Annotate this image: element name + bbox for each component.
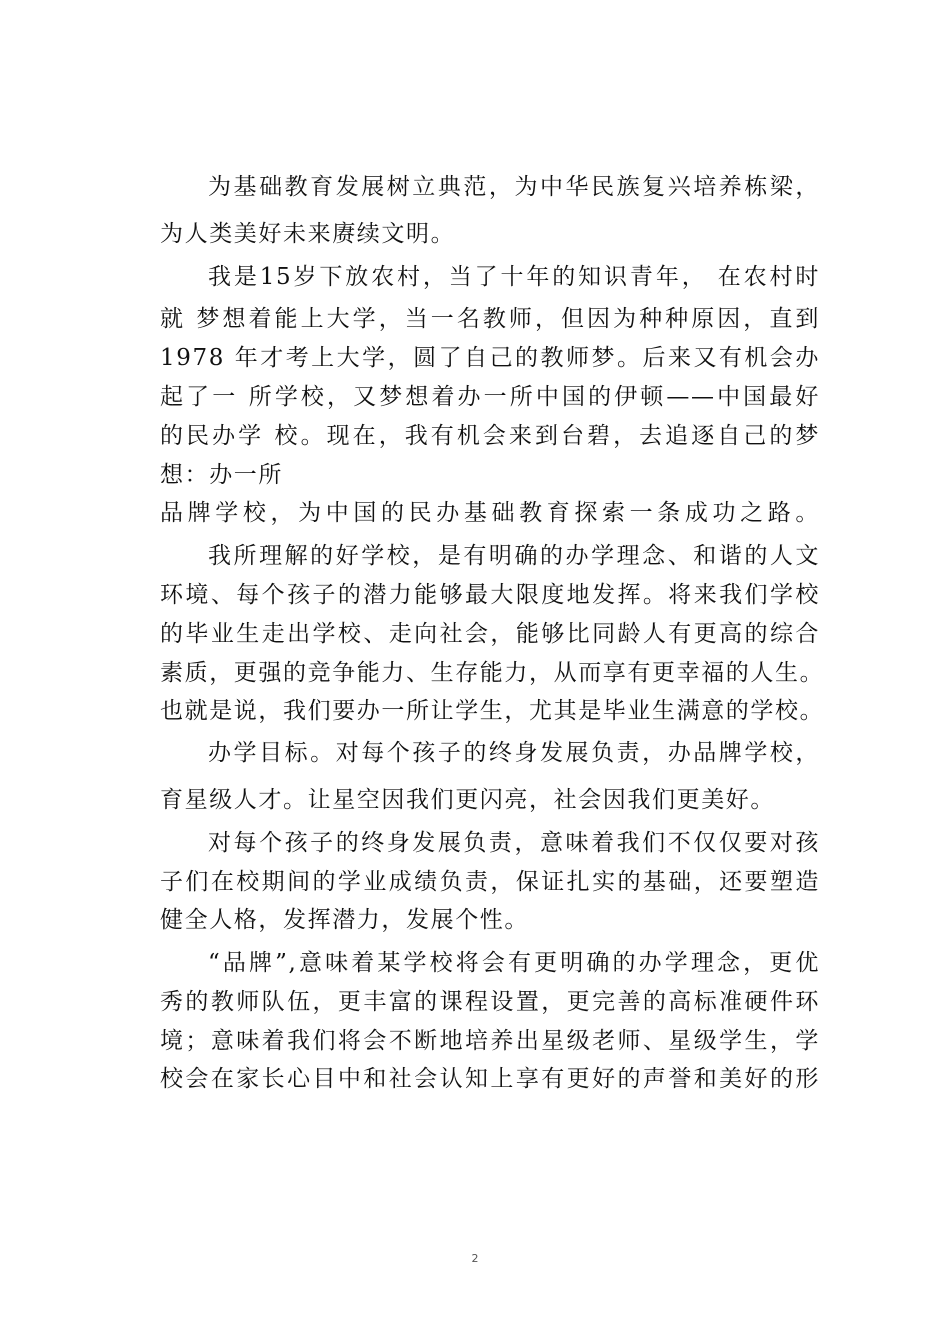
paragraph-line: 想：办一所: [160, 462, 283, 488]
paragraph-line: 素质，更强的竞争能力、生存能力，从而享有更幸福的人生。: [160, 660, 825, 686]
paragraph-line: 子们在校期间的学业成绩负责，保证扎实的基础，还要塑造: [160, 869, 820, 895]
paragraph-line: 为基础教育发展树立典范，为中华民族复兴培养栋梁，: [208, 174, 820, 200]
paragraph-line: 环境、每个孩子的潜力能够最大限度地发挥。将来我们学校: [160, 582, 820, 608]
paragraph-line: 就 梦想着能上大学，当一名教师，但因为种种原因，直到: [160, 306, 820, 332]
paragraph-line: 办学目标。对每个孩子的终身发展负责，办品牌学校，: [208, 740, 820, 766]
paragraph-line: 对每个孩子的终身发展负责，意味着我们不仅仅要对孩: [208, 830, 820, 856]
page-number: 2: [471, 1252, 479, 1265]
paragraph-line: 秀的教师队伍，更丰富的课程设置，更完善的高标准硬件环: [160, 989, 820, 1015]
paragraph-line: 我所理解的好学校，是有明确的办学理念、和谐的人文: [208, 543, 820, 569]
paragraph-line: 校会在家长心目中和社会认知上享有更好的声誉和美好的形: [160, 1066, 820, 1092]
paragraph-line: 的民办学 校。现在，我有机会来到台碧，去追逐自己的梦: [160, 423, 820, 449]
paragraph-line: “品牌”,意味着某学校将会有更明确的办学理念，更优: [208, 950, 820, 976]
paragraph-line: 育星级人才。让星空因我们更闪亮，社会因我们更美好。: [160, 787, 775, 813]
paragraph-line: 健全人格，发挥潜力，发展个性。: [160, 907, 529, 933]
paragraph-line: 境；意味着我们将会不断地培养出星级老师、星级学生，学: [160, 1028, 820, 1054]
paragraph-line: 品牌学校，为中国的民办基础教育探索一条成功之路。: [160, 500, 820, 526]
paragraph-line: 起了一 所学校，又梦想着办一所中国的伊顿——中国最好: [160, 384, 820, 410]
paragraph-line: 的毕业生走出学校、走向社会，能够比同龄人有更高的综合: [160, 621, 820, 647]
paragraph-line: 为人类美好未来赓续文明。: [160, 221, 456, 247]
paragraph-line: 1978 年才考上大学，圆了自己的教师梦。后来又有机会办: [160, 345, 820, 371]
paragraph-line: 也就是说，我们要办一所让学生，尤其是毕业生满意的学校。: [160, 698, 825, 724]
paragraph-line: 我是15岁下放农村，当了十年的知识青年， 在农村时: [208, 264, 820, 290]
